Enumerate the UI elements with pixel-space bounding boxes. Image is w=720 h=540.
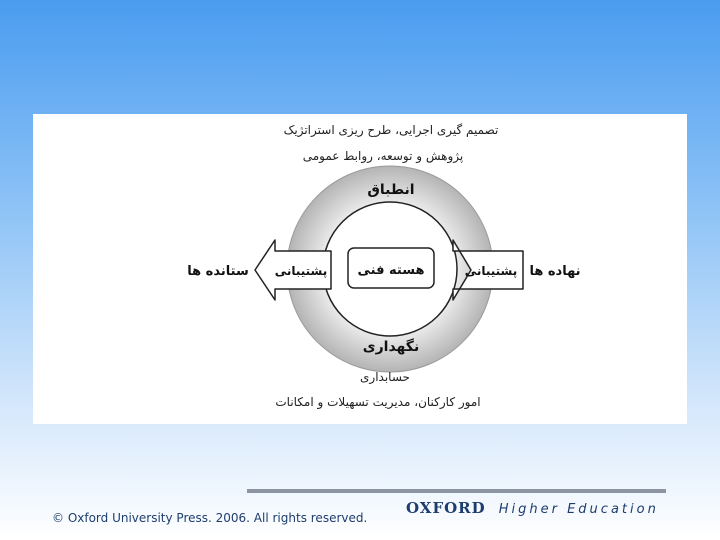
right-outside-label: نهاده ها — [529, 264, 581, 279]
core-label: هسته فنی — [357, 263, 425, 278]
brand-name: OXFORD — [406, 499, 486, 517]
ring-top-label: انطباق — [367, 182, 415, 198]
footer-divider — [247, 489, 666, 493]
publisher-logo — [406, 498, 659, 517]
diagram-panel — [33, 114, 687, 424]
left-outside-label: ستانده ها — [187, 264, 249, 279]
bottom-line-1: حسابداری — [360, 370, 410, 384]
left-arrow-label: پشتیبانی — [274, 264, 328, 278]
top-line-2: پژوهش و توسعه، روابط عمومی — [302, 149, 464, 163]
bottom-line-2: امور کارکنان، مدیریت تسهیلات و امکانات — [275, 395, 481, 409]
ring-bottom-label: نگهداری — [362, 339, 420, 355]
top-line-1: تصمیم گیری اجرایی، طرح ریزی استراتژیک — [283, 123, 499, 137]
brand-tagline: Higher Education — [498, 502, 659, 517]
copyright-notice: © Oxford University Press. 2006. All rights reserved. — [52, 511, 368, 525]
right-arrow-label: پشتیبانی — [464, 264, 518, 278]
diagram-canvas — [33, 114, 687, 424]
